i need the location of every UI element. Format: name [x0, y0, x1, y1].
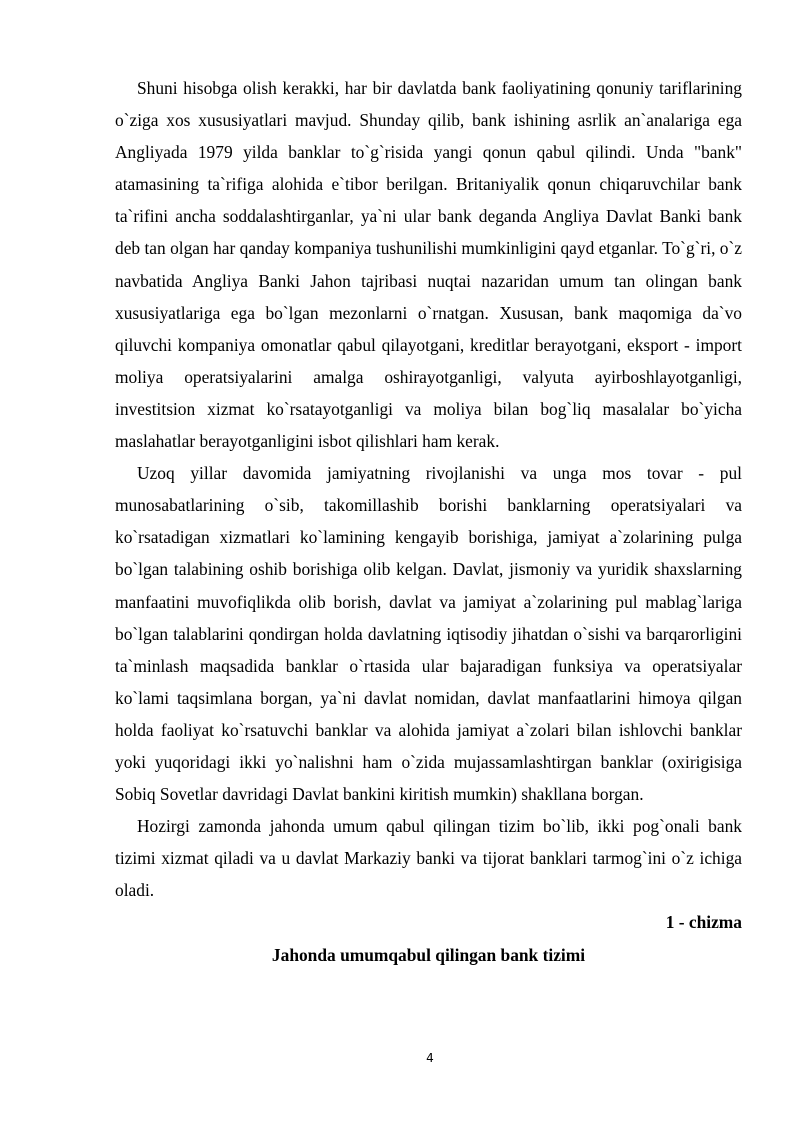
page-number: 4 [426, 1051, 434, 1065]
paragraph-2: Uzoq yillar davomida jamiyatning rivojlanishi va unga mos tovar - pul munosabatlarining o`sib, takomillashib borishi banklarning operatsiyalari va ko`rsatadigan xizmatlari ko`lamining kengayib borishiga, jamiyat a`zolarining pulga bo`lgan talabining oshib borishiga olib kelgan. Davlat, jismoniy va yuridik shaxslarning manfaatini muvofiqlikda olib borish, davlat va jamiyat a`zolarining pul mablag`lariga bo`lgan talablarini qondirgan holda davlatning iqtisodiy jihatdan o`sishi va barqarorligini ta`minlash maqsadida banklar o`rtasida ular bajaradigan funksiya va operatsiyalar ko`lami taqsimlana borgan, ya`ni davlat nomidan, davlat manfaatlarini himoya qilgan holda faoliyat ko`rsatuvchi banklar va alohida jamiyat a`zolari bilan ishlovchi banklar yoki yuqoridagi ikki yo`nalishni ham o`zida mujassamlashtirgan banklar (oxirigisiga Sobiq Sovetlar davridagi Davlat bankini kiritish mumkin) shakllana borgan. [115, 463, 742, 805]
paragraph-3: Hozirgi zamonda jahonda umum qabul qilingan tizim bo`lib, ikki pog`onali bank tizimi xizmat qiladi va u davlat Markaziy banki va tijorat banklari tarmog`ini o`z ichiga oladi. [115, 816, 742, 901]
paragraph-1: Shuni hisobga olish kerakki, har bir davlatda bank faoliyatining qonuniy tariflarining o`ziga xos xususiyatlari mavjud. Shunday qilib, bank ishining asrlik an`analariga ega Angliyada 1979 yilda banklar to`g`risida yangi qonun qabul qilindi. Unda "bank" atamasining ta`rifiga alohida e`tibor berilgan. Britaniyalik qonun chiqaruvchilar bank ta`rifini ancha soddalashtirganlar, ya`ni ular bank deganda Angliya Davlat Banki bank deb tan olgan har qanday kompaniya tushunilishi mumkinligini qayd etganlar. To`g`ri, o`z navbatida Angliya Banki Jahon tajribasi nuqtai nazaridan umum tan olingan bank xususiyatlariga ega bo`lgan mezonlarni o`rnatgan. Xususan, bank maqomiga da`vo qiluvchi kompaniya omonatlar qabul qilayotgani, kreditlar berayotgani, eksport - import moliya operatsiyalarini amalga oshirayotganligi, valyuta ayirboshlayotganligi, investitsion xizmat ko`rsatayotganligi va moliya bilan bog`liq masalalar bo`yicha maslahatlar berayotganligini isbot qilishlari ham kerak. [115, 78, 742, 452]
figure-title: Jahonda umumqabul qilingan bank tizimi [271, 944, 586, 965]
figure-label: 1 - chizma [665, 912, 742, 933]
document-page [115, 72, 742, 971]
